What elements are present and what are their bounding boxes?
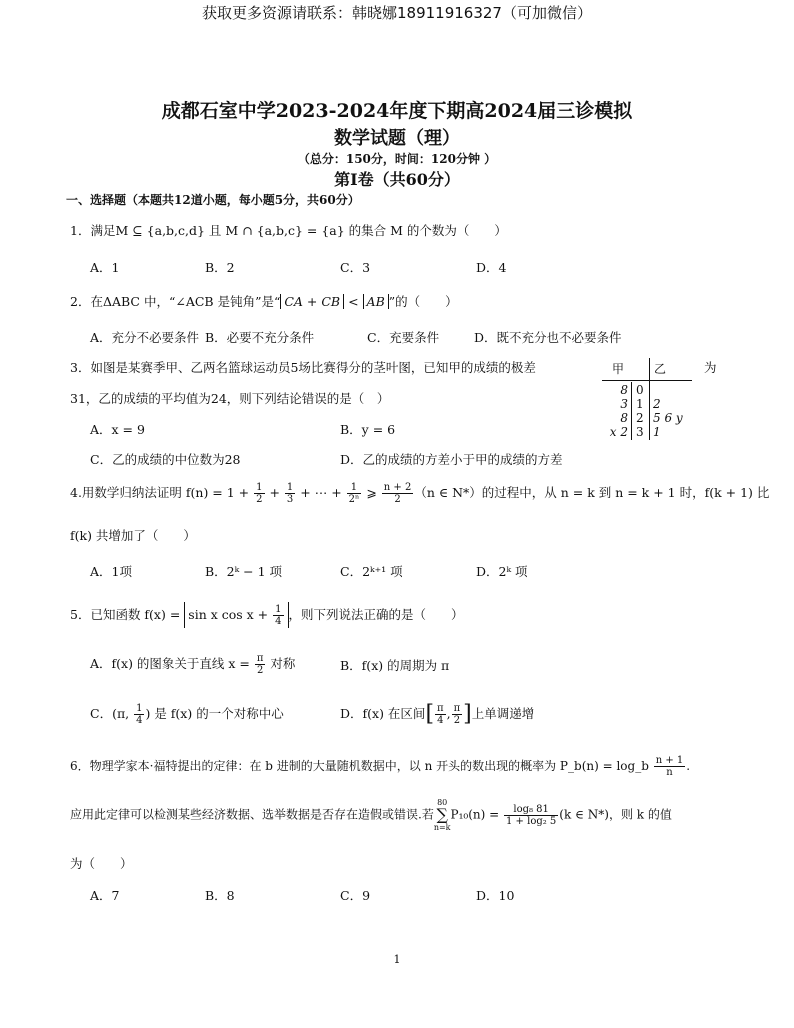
q4-frac2-den: 3 <box>286 494 294 505</box>
q5-frac-num: 1 <box>275 604 282 615</box>
question-6-line2 <box>70 798 672 832</box>
exam-title: 成都石室中学2023-2024年度下期高2024届三诊模拟 <box>161 100 633 122</box>
q6-option-d: D．10 <box>476 888 515 903</box>
q6-frac-a <box>654 755 686 778</box>
question-1-stem: 1．满足M ⊆ {a,b,c,d} 且 M ∩ {a,b,c} = {a} 的集合 M 的个数为（ ） <box>70 223 507 238</box>
q6-line2-c: (k ∈ N*)，则 k 的值 <box>559 807 672 822</box>
q4-frac-2 <box>285 482 295 505</box>
q5-optD-frac1 <box>435 703 446 726</box>
q5-option-a <box>90 650 295 678</box>
q5-optD-frac2-num: π <box>453 703 461 714</box>
q5-optC-b: ) 是 f(x) 的一个对称中心 <box>145 706 284 721</box>
q6-sum-bottom: n=k <box>433 823 451 832</box>
q4-frac-1 <box>254 482 264 505</box>
q2-option-d: D．既不充分也不必要条件 <box>474 330 622 345</box>
q2-text-e: ”的（ ） <box>388 294 458 309</box>
q5-optA-a: A．f(x) 的图象关于直线 x = <box>90 656 254 671</box>
page-number: 1 <box>393 953 401 966</box>
q5-option-c <box>90 700 284 728</box>
question-6-stem <box>70 752 690 780</box>
q5-optA-frac-den: 2 <box>256 665 264 676</box>
q5-frac <box>273 604 283 627</box>
question-3-stem-tail: 为 <box>704 360 717 375</box>
stemleaf-left-3: x 2 <box>609 425 628 439</box>
q2-vector-ab: AB <box>363 294 389 309</box>
q2-option-c: C．充要条件 <box>367 330 440 345</box>
q5-abs-expression <box>184 602 288 628</box>
q4-frac-3 <box>347 482 362 505</box>
q6-option-c: C．9 <box>340 888 371 903</box>
q5-optA-b: 对称 <box>266 656 296 671</box>
stemleaf-stem-3: 3 <box>636 425 644 439</box>
stemleaf-head-left: 甲 <box>612 362 625 376</box>
q4-frac3-den: 2ⁿ <box>348 494 360 505</box>
q5-text-b: ，则下列说法正确的是（ ） <box>288 607 464 622</box>
q3-option-a: A．x = 9 <box>90 422 145 437</box>
stemleaf-right-1: 2 <box>653 397 661 411</box>
stemleaf-divider-right <box>649 358 650 440</box>
q3-option-c: C．乙的成绩的中位数为28 <box>90 452 241 467</box>
q4-frac1-den: 2 <box>256 494 263 505</box>
q3-option-b: B．y = 6 <box>340 422 396 437</box>
q5-text-a: 5．已知函数 f(x) = <box>70 607 185 622</box>
exam-info: （总分：150分，时间：120分钟 ） <box>297 152 497 166</box>
q4-text-a: 4.用数学归纳法证明 f(n) = 1 + <box>70 485 254 500</box>
q6-frac-b-den: 1 + log₂ 5 <box>506 815 557 827</box>
stemleaf-head-right: 乙 <box>654 362 667 376</box>
stemleaf-horizontal-line <box>602 380 692 381</box>
q5-optD-frac2 <box>452 703 463 726</box>
q6-line2-b: P₁₀(n) = <box>450 807 504 822</box>
page-header: 获取更多资源请联系：韩晓娜18911916327（可加微信） <box>202 4 592 22</box>
q2-text-a: 2．在ΔABC 中，“∠ACB 是钝角”是“ <box>70 294 281 309</box>
q4-option-b: B．2ᵏ − 1 项 <box>205 564 283 579</box>
q1-option-b: B．2 <box>205 260 235 275</box>
question-4-stem: 4.用数学归纳法证明 f(n) = 1 + $\frac{1}{2}$ + $\frac{1}{3}$ + ⋯ + $\frac{1}{\text{2ⁿ}}$ ⩾ $\frac{n + 2}{2}$ （n ∈ N*）的过程中，从 n = k 到 n = k + 1 时，f(k + 1) 比 <box>70 482 770 505</box>
stemleaf-stem-0: 0 <box>636 383 644 397</box>
q5-frac-den: 4 <box>275 616 282 627</box>
q4-frac1-num: 1 <box>256 482 263 493</box>
q5-optC-frac-num: 1 <box>136 703 143 714</box>
q5-optD-a: D．f(x) 在区间 <box>340 706 426 721</box>
q5-optD-b: 上单调递增 <box>471 706 535 721</box>
stemleaf-right-2: 5 6 y <box>653 411 683 425</box>
question-3-stem-line2: 31，乙的成绩的平均值为24，则下列结论错误的是（ ） <box>70 391 390 406</box>
stemleaf-divider-left <box>631 382 632 440</box>
q6-frac-a-num: n + 1 <box>655 755 684 766</box>
stemleaf-left-2: 8 <box>620 411 628 425</box>
q5-option-b: B．f(x) 的周期为 π <box>340 658 450 673</box>
q4-frac2-num: 1 <box>286 482 294 493</box>
q4-option-c: C．2ᵏ⁺¹ 项 <box>340 564 403 579</box>
q5-optC-frac <box>134 703 144 726</box>
q6-sum-sign: ∑ <box>436 805 448 824</box>
q5-optA-frac-num: π <box>256 653 264 664</box>
stemleaf-stem-1: 1 <box>636 397 644 411</box>
question-5-stem <box>70 600 464 630</box>
q6-sum-top: 80 <box>437 798 448 807</box>
q5-optD-frac1-num: π <box>437 703 444 714</box>
q1-option-a: A．1 <box>90 260 120 275</box>
q5-abs-inner: sin x cos x + <box>188 607 273 622</box>
q4-frac4-den: 2 <box>394 494 401 505</box>
stemleaf-right-3: 1 <box>653 425 661 439</box>
q6-line2-a: 应用此定律可以检测某些经济数据、选举数据是否存在造假或错误.若 <box>70 807 434 822</box>
exam-subtitle: 数学试题（理） <box>334 128 460 149</box>
q1-option-d: D．4 <box>476 260 507 275</box>
q4-geq: ⩾ <box>362 485 381 500</box>
q2-vector-sum: CA + CB <box>280 294 344 309</box>
q2-text-c: < <box>344 294 363 309</box>
stemleaf-left-0: 8 <box>620 383 628 397</box>
q6-text-a: 6．物理学家本·福特提出的定律：在 b 进制的大量随机数据中，以 n 开头的数出现的概率为 P_b(n) = log_b <box>70 759 653 773</box>
question-6-line3: 为（ ） <box>70 856 133 871</box>
question-2-stem <box>70 292 458 310</box>
q5-optA-frac <box>255 653 266 676</box>
q5-optD-frac2-den: 2 <box>453 715 461 726</box>
q6-option-a: A．7 <box>90 888 120 903</box>
q5-option-d: D．f(x) 在区间[ $\frac{\pi}{4}$ , $\frac{\pi}{2}$ ]上单调递增 <box>340 701 535 727</box>
q5-optD-rbracket: ] <box>463 701 472 727</box>
q6-frac-b <box>504 804 558 827</box>
q4-frac3-num: 1 <box>347 482 362 494</box>
q5-optC-frac-den: 4 <box>136 715 143 726</box>
q6-frac-a-den: n <box>666 767 673 778</box>
part-title: 第Ⅰ卷（共60分） <box>334 170 460 189</box>
q6-sum <box>434 798 451 832</box>
q4-frac4-num: n + 2 <box>383 482 412 493</box>
section-heading: 一、选择题（本题共12道小题，每小题5分，共60分） <box>66 193 360 207</box>
question-4-stem-line2: f(k) 共增加了（ ） <box>70 528 196 543</box>
stemleaf-stem-2: 2 <box>636 411 644 425</box>
q6-text-b: . <box>686 759 691 773</box>
stemleaf-left-1: 3 <box>620 397 628 411</box>
q4-option-d: D．2ᵏ 项 <box>476 564 528 579</box>
q5-optC-a: C．(π, <box>90 706 134 721</box>
q6-frac-b-num: log₈ 81 <box>504 804 558 816</box>
q4-frac-4 <box>382 482 414 505</box>
q2-option-a: A．充分不必要条件 <box>90 330 200 345</box>
q5-optD-lbracket: [ <box>425 701 435 727</box>
q6-option-b: B．8 <box>205 888 235 903</box>
question-3-stem-line1: 3．如图是某赛季甲、乙两名篮球运动员5场比赛得分的茎叶图，已知甲的成绩的极差 <box>70 360 536 375</box>
q5-optD-frac1-den: 4 <box>437 715 444 726</box>
q1-option-c: C．3 <box>340 260 371 275</box>
q4-option-a: A．1项 <box>90 564 132 579</box>
q3-option-d: D．乙的成绩的方差小于甲的成绩的方差 <box>340 452 563 467</box>
q2-option-b: B．必要不充分条件 <box>205 330 315 345</box>
stem-leaf-plot <box>602 358 694 442</box>
q4-dots: + ⋯ + <box>296 485 346 500</box>
q4-text-b: （n ∈ N*）的过程中，从 n = k 到 n = k + 1 时，f(k + 1) 比 <box>414 485 770 500</box>
